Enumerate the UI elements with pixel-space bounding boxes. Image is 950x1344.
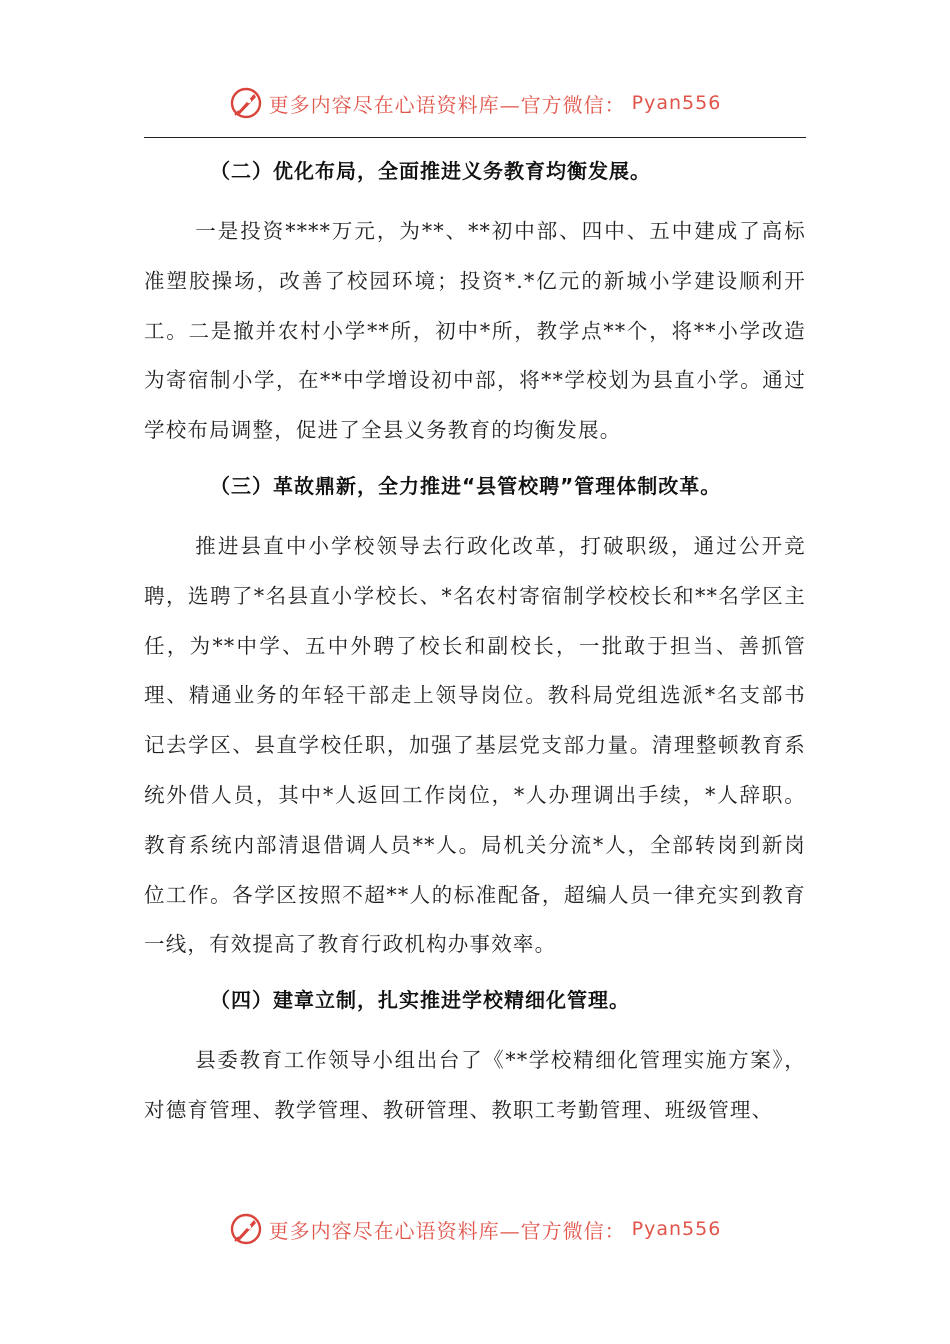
watermark-text: 更多内容尽在心语资料库—官方微信： (268, 1218, 626, 1243)
section-paragraph-4: 县委教育工作领导小组出台了《**学校精细化管理实施方案》，对德育管理、教学管理、教研管理、教职工考勤管理、班级管理、 (144, 1048, 806, 1122)
quill-logo-icon (229, 86, 263, 120)
quill-logo-icon (229, 1212, 263, 1246)
watermark-wechat-id: Pyan556 (631, 1218, 722, 1240)
section-heading-4: （四）建章立制，扎实推进学校精细化管理。 (210, 988, 630, 1013)
section-paragraph-3: 推进县直中小学校领导去行政化改革，打破职级，通过公开竞聘，选聘了*名县直小学校长、*名农村寄宿制学校校长和**名学区主任，为**中学、五中外聘了校长和副校长，一批敢于担当、善抓管理、精通业务的年轻干部走上领导岗位。教科局党组选派*名支部书记去学区、县直学校任职，加强了基层党支部力量。清理整顿教育系统外借人员，其中*人返回工作岗位，*人办理调出手续，*人辞职。教育系统内部清退借调人员**人。局机关分流*人，全部转岗到新岗位工作。各学区按照不超**人的标准配备，超编人员一律充实到教育一线，有效提高了教育行政机构办事效率。 (144, 533, 806, 957)
document-body (144, 152, 806, 1136)
header-divider (144, 137, 806, 138)
watermark-banner-bottom (0, 1212, 950, 1246)
section-paragraph-2: 一是投资****万元，为**、**初中部、四中、五中建成了高标准塑胶操场，改善了校园环境；投资*.*亿元的新城小学建设顺利开工。二是撤并农村小学**所，初中*所，教学点**个，将**小学改造为寄宿制小学，在**中学增设初中部，将**学校划为县直小学。通过学校布局调整，促进了全县义务教育的均衡发展。 (144, 219, 806, 443)
section-heading-2: （二）优化布局，全面推进义务教育均衡发展。 (210, 159, 651, 183)
watermark-banner-top (0, 86, 950, 120)
watermark-wechat-id: Pyan556 (631, 92, 722, 114)
watermark-text: 更多内容尽在心语资料库—官方微信： (268, 92, 626, 117)
section-heading-3: （三）革故鼎新，全力推进“县管校聘”管理体制改革。 (210, 473, 722, 498)
